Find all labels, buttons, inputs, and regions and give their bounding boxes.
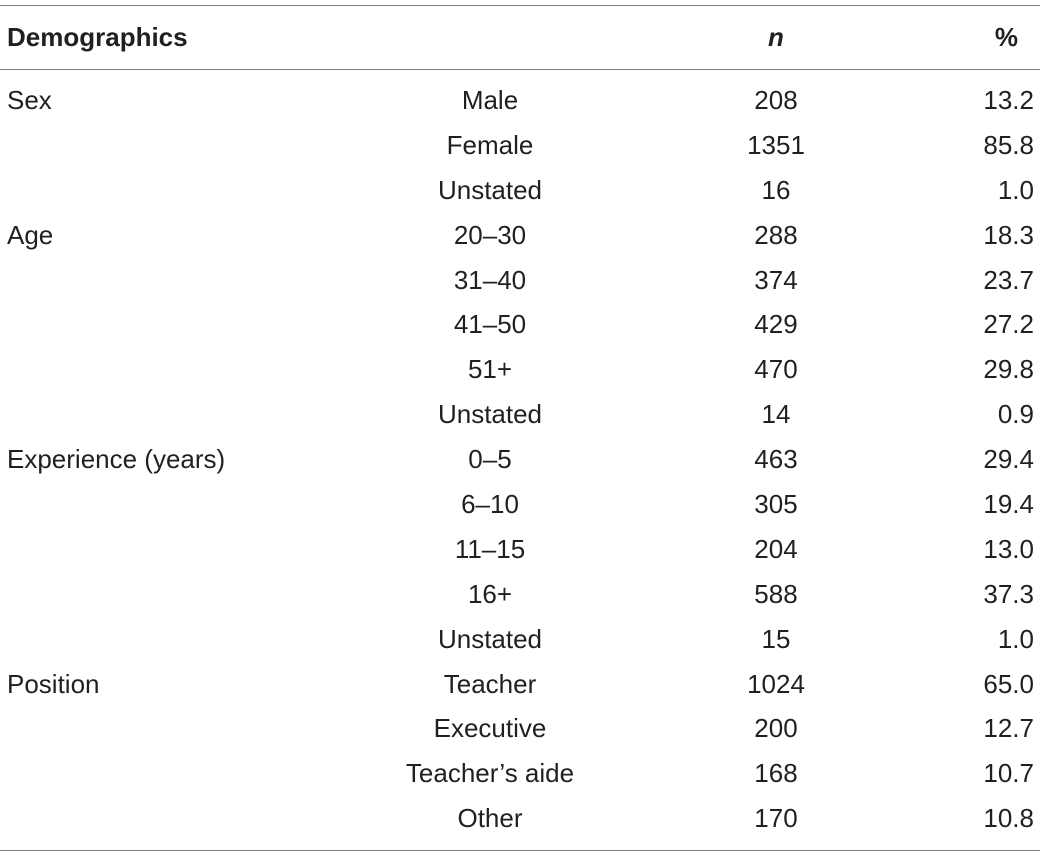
- table-row: [0, 527, 1040, 572]
- row-n-value: 1351: [747, 129, 805, 160]
- row-percent-value: 13.2: [983, 85, 1034, 115]
- row-n-value: 288: [754, 219, 798, 250]
- row-category: Unstated: [437, 623, 543, 654]
- row-percent-value: 19.4: [983, 489, 1034, 520]
- row-n-value: 170: [754, 803, 798, 834]
- row-n-value: 470: [754, 354, 798, 385]
- row-percent-value: 37.3: [983, 578, 1034, 609]
- table-body: [0, 78, 1040, 841]
- row-percent-value: 29.8: [983, 354, 1034, 385]
- row-percent-value: 29.4: [983, 444, 1034, 475]
- row-category: 20–30: [453, 219, 527, 250]
- table-row: [0, 482, 1040, 527]
- table-row: [0, 347, 1040, 392]
- row-percent-value: 10.7: [983, 758, 1034, 789]
- row-category: Female: [446, 129, 534, 160]
- row-percent-value: 1.0: [997, 623, 1034, 654]
- row-percent-value: 85.8: [983, 129, 1034, 160]
- row-n-value: 208: [754, 85, 798, 115]
- table-row: [0, 662, 1040, 707]
- header-percent: %: [994, 22, 1018, 52]
- row-category: Teacher: [443, 668, 537, 699]
- row-category: Other: [457, 803, 523, 834]
- row-percent-value: 27.2: [983, 309, 1034, 340]
- row-n-value: 374: [754, 264, 798, 295]
- row-percent-value: 1.0: [997, 174, 1034, 205]
- row-n-value: 204: [754, 533, 798, 564]
- row-percent-value: 12.7: [983, 713, 1034, 744]
- row-percent-value: 23.7: [983, 264, 1034, 295]
- row-n-value: 305: [754, 489, 798, 520]
- row-category: 6–10: [461, 489, 519, 520]
- row-category: 31–40: [453, 264, 527, 295]
- row-n-value: 16: [761, 174, 791, 205]
- row-percent-value: 18.3: [983, 219, 1034, 250]
- row-n-value: 200: [754, 713, 798, 744]
- header-n: n: [768, 22, 784, 52]
- row-category: 41–50: [453, 309, 527, 340]
- table-row: [0, 796, 1040, 841]
- row-category: 51+: [467, 354, 513, 385]
- row-category: Unstated: [437, 174, 543, 205]
- row-n-value: 14: [761, 399, 791, 430]
- table-row: [0, 706, 1040, 751]
- row-category: 16+: [467, 578, 513, 609]
- row-group-label: Experience (years): [7, 444, 226, 475]
- table-row: [0, 258, 1040, 303]
- row-n-value: 429: [754, 309, 798, 340]
- row-n-value: 1024: [747, 668, 805, 699]
- table-row: [0, 392, 1040, 437]
- row-category: Executive: [433, 713, 547, 744]
- table-row: [0, 123, 1040, 168]
- table-header-row: [0, 6, 1040, 69]
- table-row: [0, 751, 1040, 796]
- row-group-label: Age: [7, 219, 54, 250]
- row-n-value: 463: [754, 444, 798, 475]
- row-percent-value: 10.8: [983, 803, 1034, 834]
- row-percent-value: 0.9: [997, 399, 1034, 430]
- table-row: [0, 213, 1040, 258]
- table-row: [0, 302, 1040, 347]
- table-row: [0, 437, 1040, 482]
- row-category: 11–15: [454, 533, 526, 564]
- row-group-label: Sex: [7, 85, 52, 115]
- table-header-rule: [0, 69, 1040, 70]
- row-n-value: 588: [754, 578, 798, 609]
- row-percent-value: 13.0: [983, 533, 1034, 564]
- row-percent-value: 65.0: [983, 668, 1034, 699]
- row-n-value: 168: [754, 758, 798, 789]
- table-bottom-rule: [0, 850, 1040, 851]
- header-demographics: Demographics: [7, 22, 188, 52]
- table-row: [0, 78, 1040, 123]
- table-row: [0, 572, 1040, 617]
- row-category: Male: [461, 85, 519, 115]
- row-category: Unstated: [437, 399, 543, 430]
- row-category: 0–5: [468, 444, 512, 475]
- row-n-value: 15: [761, 623, 791, 654]
- table-row: [0, 168, 1040, 213]
- table-row: [0, 617, 1040, 662]
- row-category: Teacher’s aide: [405, 758, 575, 789]
- row-group-label: Position: [7, 668, 100, 699]
